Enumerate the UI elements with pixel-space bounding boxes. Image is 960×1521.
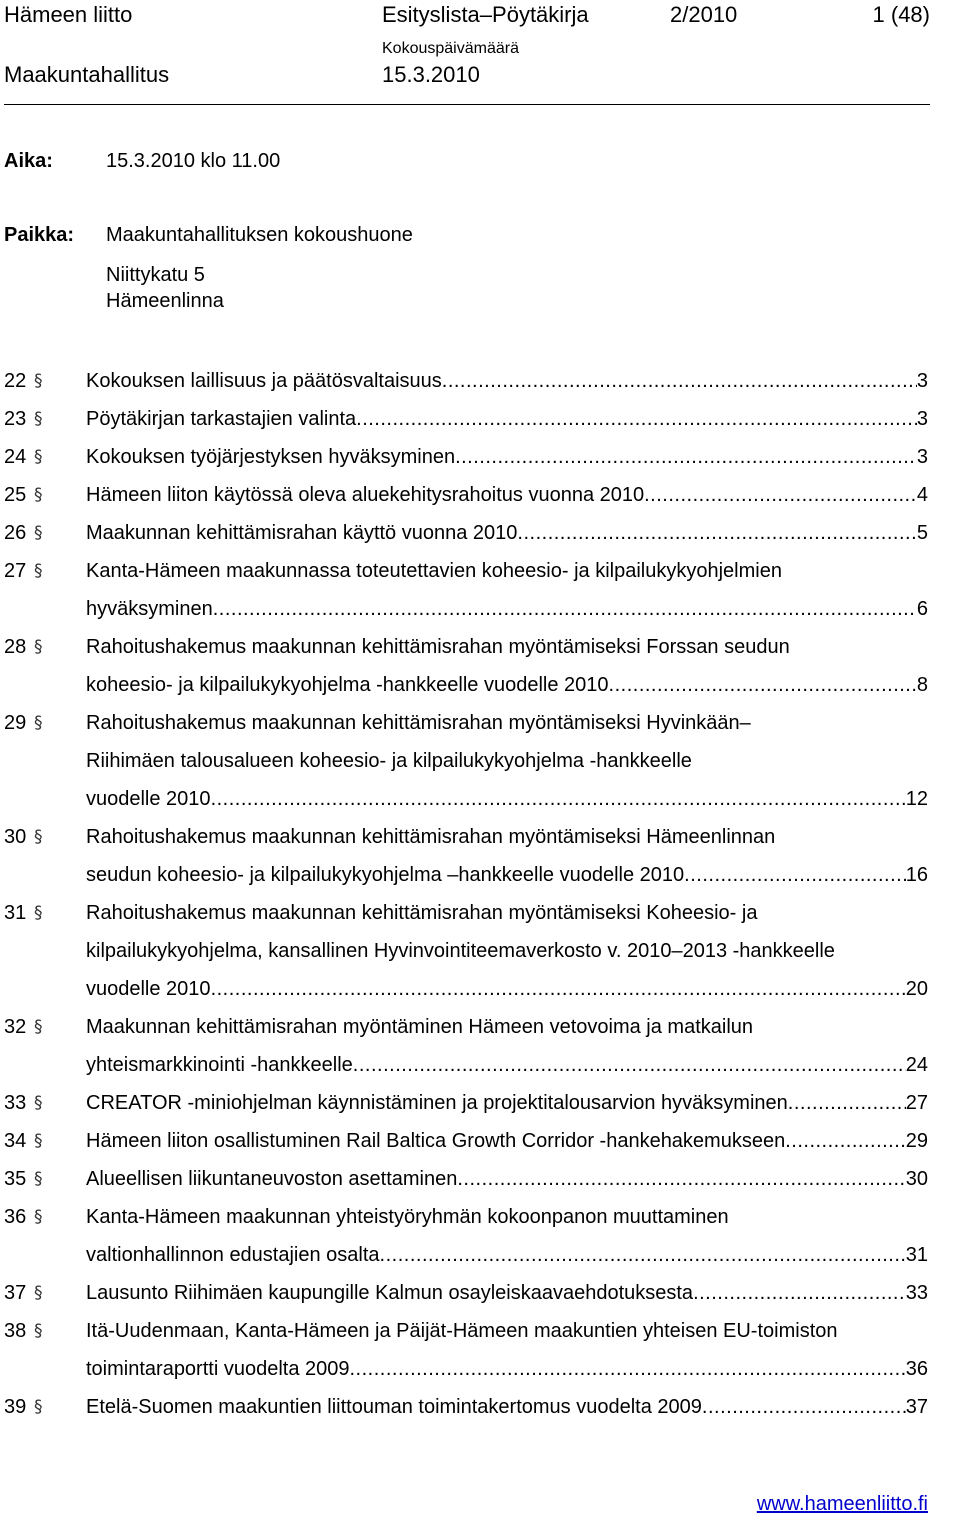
toc-title-line: Kanta-Hämeen maakunnan yhteistyöryhmän kokoonpanon muuttaminen [86, 1206, 729, 1228]
toc-title-line: Rahoitushakemus maakunnan kehittämisrahan myöntämiseksi Hyvinkään– [86, 712, 751, 734]
toc-page-number: 31 [905, 1244, 928, 1266]
leader-dots [442, 362, 917, 400]
time-value: 15.3.2010 klo 11.00 [106, 150, 281, 172]
toc-title-text: Hämeen liiton käytössä oleva aluekehitysrahoitus vuonna 2010 [86, 484, 645, 506]
website-link[interactable]: www.hameenliitto.fi [756, 1493, 928, 1515]
leader-dots [211, 970, 906, 1008]
toc-entry [4, 438, 928, 476]
section-sign-icon: § [34, 713, 43, 733]
toc-page-number: 37 [905, 1396, 928, 1418]
toc-title-line: Rahoitushakemus maakunnan kehittämisrahan myöntämiseksi Koheesio- ja [86, 902, 758, 924]
table-of-contents [4, 362, 928, 1426]
toc-page-number: 24 [905, 1054, 928, 1076]
toc-page-number: 6 [916, 598, 928, 620]
toc-title-last-line [86, 590, 928, 628]
toc-title-text: Alueellisen liikuntaneuvoston asettaminen [86, 1168, 458, 1190]
section-sign-icon: § [34, 371, 43, 391]
toc-number: 29 [4, 712, 27, 734]
toc-entry [4, 1274, 928, 1312]
toc-page-number: 4 [916, 484, 928, 506]
section-sign-icon: § [34, 523, 43, 543]
toc-title-last-line [86, 666, 928, 704]
toc-entry [4, 704, 928, 818]
governing-body: Maakuntahallitus [4, 62, 170, 87]
toc-number: 34 [4, 1130, 27, 1152]
toc-title-last-line [86, 438, 928, 476]
section-sign-icon: § [34, 1169, 43, 1189]
toc-number: 37 [4, 1282, 27, 1304]
toc-page-number: 20 [905, 978, 928, 1000]
toc-title-last-line [86, 1046, 928, 1084]
toc-title-text: hyväksyminen [86, 598, 213, 620]
toc-title-text: Maakunnan kehittämisrahan käyttö vuonna 2010 [86, 522, 518, 544]
leader-dots [353, 1046, 906, 1084]
toc-number: 26 [4, 522, 27, 544]
section-sign-icon: § [34, 447, 43, 467]
toc-page-number: 12 [905, 788, 928, 810]
leader-dots [702, 1388, 906, 1426]
toc-title-text: Pöytäkirjan tarkastajien valinta [86, 408, 357, 430]
section-sign-icon: § [34, 1283, 43, 1303]
leader-dots [684, 856, 906, 894]
section-sign-icon: § [34, 1321, 43, 1341]
toc-number: 28 [4, 636, 27, 658]
toc-entry [4, 894, 928, 1008]
toc-entry [4, 1198, 928, 1274]
organization-name: Hämeen liitto [4, 2, 133, 27]
toc-title-last-line [86, 1388, 928, 1426]
toc-entry [4, 476, 928, 514]
toc-title-line: Rahoitushakemus maakunnan kehittämisrahan myöntämiseksi Hämeenlinnan [86, 826, 776, 848]
toc-page-number: 8 [916, 674, 928, 696]
document-type: Esityslista–Pöytäkirja [382, 2, 589, 27]
toc-entry [4, 1008, 928, 1084]
toc-title-text: CREATOR -miniohjelman käynnistäminen ja projektitalousarvion hyväksyminen [86, 1092, 788, 1114]
toc-title-last-line [86, 1122, 928, 1160]
toc-page-number: 33 [905, 1282, 928, 1304]
leader-dots [211, 780, 906, 818]
leader-dots [356, 400, 917, 438]
section-sign-icon: § [34, 1017, 43, 1037]
toc-title-text: valtionhallinnon edustajien osalta [86, 1244, 380, 1266]
leader-dots [457, 1160, 905, 1198]
document-number: 2/2010 [670, 2, 738, 27]
toc-title-last-line [86, 1236, 928, 1274]
section-sign-icon: § [34, 1131, 43, 1151]
section-sign-icon: § [34, 827, 43, 847]
leader-dots [785, 1122, 906, 1160]
place-line: Maakuntahallituksen kokoushuone [106, 224, 413, 246]
section-sign-icon: § [34, 485, 43, 505]
toc-title-text: Etelä-Suomen maakuntien liittouman toimintakertomus vuodelta 2009 [86, 1396, 702, 1418]
toc-number: 33 [4, 1092, 27, 1114]
toc-entry [4, 1312, 928, 1388]
toc-number: 39 [4, 1396, 27, 1418]
toc-title-last-line [86, 780, 928, 818]
time-label: Aika: [4, 150, 53, 172]
toc-title-line: Rahoitushakemus maakunnan kehittämisrahan myöntämiseksi Forssan seudun [86, 636, 790, 658]
toc-title-last-line [86, 400, 928, 438]
document-header [4, 0, 930, 105]
toc-number: 38 [4, 1320, 27, 1342]
date-label: Kokouspäivämäärä [382, 40, 519, 57]
toc-entry [4, 1084, 928, 1122]
toc-page-number: 3 [916, 370, 928, 392]
toc-page-number: 29 [905, 1130, 928, 1152]
toc-title-text: toimintaraportti vuodelta 2009 [86, 1358, 350, 1380]
toc-title-text: vuodelle 2010 [86, 788, 211, 810]
toc-title-text: Lausunto Riihimäen kaupungille Kalmun osayleiskaavaehdotuksesta [86, 1282, 694, 1304]
toc-title-text: vuodelle 2010 [86, 978, 211, 1000]
toc-entry [4, 1388, 928, 1426]
leader-dots [788, 1084, 906, 1122]
toc-number: 24 [4, 446, 27, 468]
toc-number: 22 [4, 370, 27, 392]
toc-title-text: Kokouksen laillisuus ja päätösvaltaisuus [86, 370, 442, 392]
toc-title-last-line [86, 1160, 928, 1198]
toc-title-line: Maakunnan kehittämisrahan myöntäminen Hämeen vetovoima ja matkailun [86, 1016, 754, 1038]
toc-number: 31 [4, 902, 27, 924]
toc-entry [4, 1160, 928, 1198]
place-line: Hämeenlinna [106, 290, 224, 312]
toc-number: 32 [4, 1016, 27, 1038]
section-sign-icon: § [34, 903, 43, 923]
toc-page-number: 16 [905, 864, 928, 886]
toc-title-last-line [86, 970, 928, 1008]
toc-entry [4, 628, 928, 704]
toc-entry [4, 1122, 928, 1160]
toc-entry [4, 400, 928, 438]
toc-number: 35 [4, 1168, 27, 1190]
section-sign-icon: § [34, 1093, 43, 1113]
toc-entry [4, 362, 928, 400]
section-sign-icon: § [34, 1207, 43, 1227]
toc-title-text: yhteismarkkinointi -hankkeelle [86, 1054, 353, 1076]
toc-title-text: koheesio- ja kilpailukykyohjelma -hankkeelle vuodelle 2010 [86, 674, 609, 696]
place-line: Niittykatu 5 [106, 264, 205, 286]
toc-entry [4, 818, 928, 894]
toc-number: 25 [4, 484, 27, 506]
toc-number: 36 [4, 1206, 27, 1228]
leader-dots [380, 1236, 906, 1274]
toc-title-last-line [86, 362, 928, 400]
section-sign-icon: § [34, 1397, 43, 1417]
toc-page-number: 5 [916, 522, 928, 544]
place-label: Paikka: [4, 224, 75, 246]
toc-title-last-line [86, 1084, 928, 1122]
toc-title-line: Kanta-Hämeen maakunnassa toteutettavien koheesio- ja kilpailukykyohjelmien [86, 560, 782, 582]
toc-page-number: 30 [905, 1168, 928, 1190]
meeting-date: 15.3.2010 [382, 62, 480, 87]
toc-entry [4, 514, 928, 552]
leader-dots [350, 1350, 906, 1388]
toc-title-text: seudun koheesio- ja kilpailukykyohjelma –hankkeelle vuodelle 2010 [86, 864, 685, 886]
leader-dots [693, 1274, 906, 1312]
leader-dots [609, 666, 917, 704]
toc-number: 30 [4, 826, 27, 848]
section-sign-icon: § [34, 409, 43, 429]
toc-page-number: 27 [905, 1092, 928, 1114]
leader-dots [455, 438, 917, 476]
toc-title-text: Kokouksen työjärjestyksen hyväksyminen [86, 446, 456, 468]
toc-title-line: kilpailukykyohjelma, kansallinen Hyvinvointiteemaverkosto v. 2010–2013 -hankkeelle [86, 940, 835, 962]
toc-title-last-line [86, 1274, 928, 1312]
toc-number: 27 [4, 560, 27, 582]
toc-page-number: 3 [916, 446, 928, 468]
leader-dots [517, 514, 916, 552]
section-sign-icon: § [34, 637, 43, 657]
toc-number: 23 [4, 408, 27, 430]
toc-title-last-line [86, 856, 928, 894]
toc-page-number: 36 [905, 1358, 928, 1380]
toc-title-last-line [86, 1350, 928, 1388]
toc-title-line: Itä-Uudenmaan, Kanta-Hämeen ja Päijät-Hämeen maakuntien yhteisen EU-toimiston [86, 1320, 838, 1342]
toc-title-last-line [86, 514, 928, 552]
toc-title-last-line [86, 476, 928, 514]
toc-title-text: Hämeen liiton osallistuminen Rail Baltica Growth Corridor -hankehakemukseen [86, 1130, 786, 1152]
toc-title-line: Riihimäen talousalueen koheesio- ja kilpailukykyohjelma -hankkeelle [86, 750, 692, 772]
leader-dots [644, 476, 917, 514]
toc-entry [4, 552, 928, 628]
leader-dots [213, 590, 917, 628]
page-number: 1 (48) [872, 2, 930, 27]
section-sign-icon: § [34, 561, 43, 581]
toc-page-number: 3 [916, 408, 928, 430]
